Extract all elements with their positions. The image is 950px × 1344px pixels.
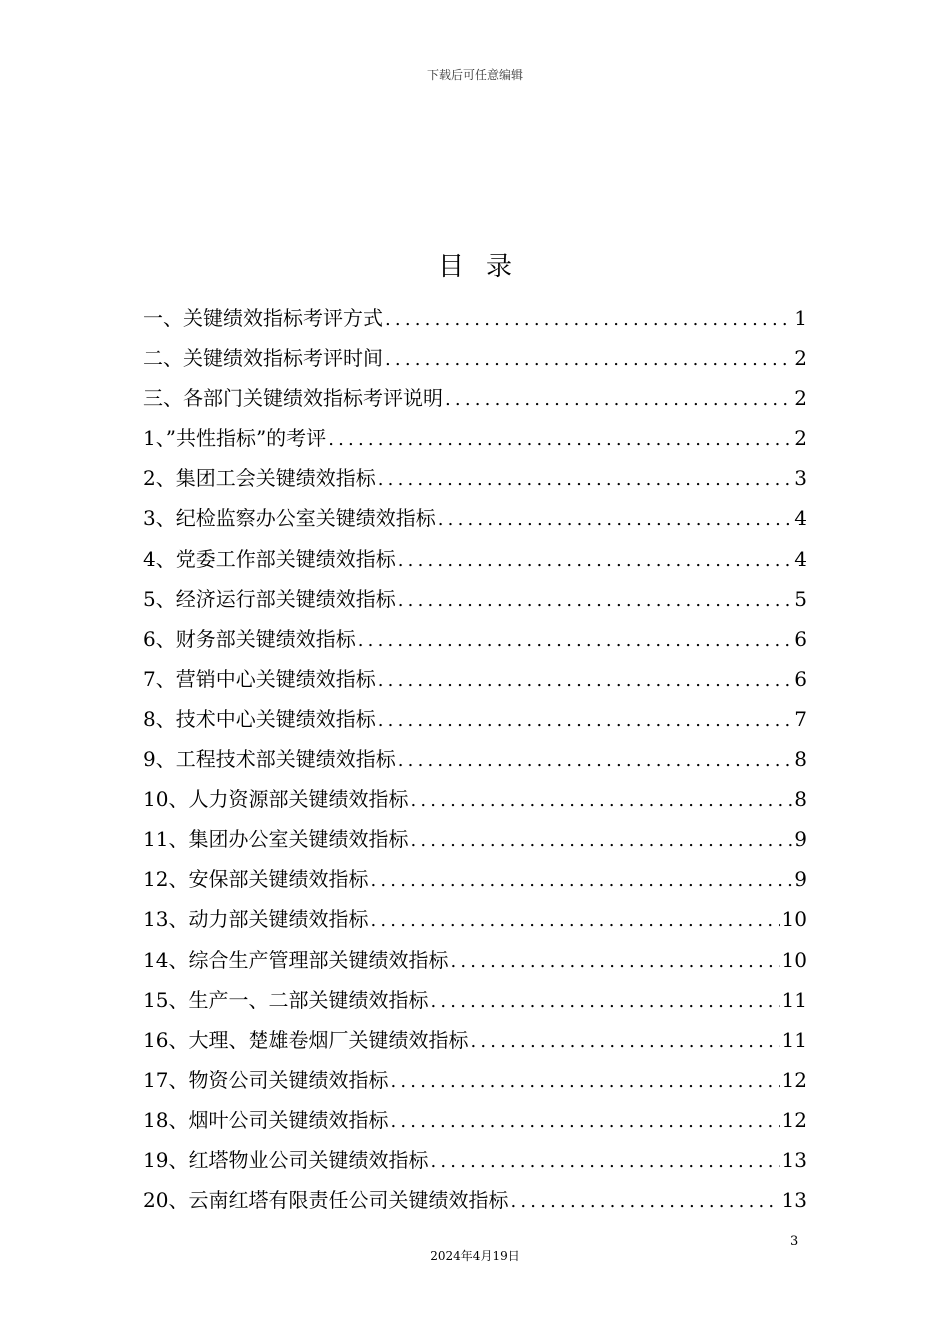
toc-entry[interactable]	[143, 899, 807, 939]
toc-entry-page: 13	[781, 1147, 807, 1172]
toc-entry[interactable]	[143, 418, 807, 458]
toc-entry[interactable]	[143, 498, 807, 538]
toc-entry-label: 5、经济运行部关键绩效指标	[143, 586, 396, 611]
toc-entry-label: 16、大理、楚雄卷烟厂关键绩效指标	[143, 1027, 469, 1052]
toc-leader-dots	[328, 420, 792, 460]
toc-leader-dots	[390, 1102, 779, 1142]
toc-leader-dots	[470, 1022, 779, 1062]
toc-leader-dots	[385, 340, 792, 380]
toc-entry-page: 7	[794, 706, 807, 731]
toc-entry-label: 18、烟叶公司关键绩效指标	[143, 1107, 389, 1132]
page-header: 下载后可任意编辑	[426, 68, 523, 82]
toc-entry-label: 二、关键绩效指标考评时间	[143, 346, 383, 371]
footer-date: 2024年4月19日	[430, 1249, 520, 1263]
toc-entry-page: 8	[794, 747, 807, 772]
toc-entry[interactable]	[143, 539, 807, 579]
toc-entry-label: 17、物资公司关键绩效指标	[143, 1067, 389, 1092]
toc-entry-label: 4、党委工作部关键绩效指标	[143, 546, 396, 571]
toc-leader-dots	[370, 901, 779, 941]
toc-entry-label: 2、集团工会关键绩效指标	[143, 466, 376, 491]
toc-entry-label: 7、营销中心关键绩效指标	[143, 666, 376, 691]
toc-entry-label: 6、财务部关键绩效指标	[143, 626, 356, 651]
toc-entry[interactable]	[143, 378, 807, 418]
toc-leader-dots	[445, 380, 792, 420]
toc-leader-dots	[438, 500, 793, 540]
toc-entry-label: 三、各部门关键绩效指标考评说明	[143, 386, 443, 411]
toc-entry-page: 9	[794, 867, 807, 892]
toc-entry-label: 14、综合生产管理部关键绩效指标	[143, 947, 449, 972]
toc-leader-dots	[390, 1062, 779, 1102]
toc-entry-page: 5	[794, 586, 807, 611]
toc-title: 目录	[437, 252, 534, 282]
toc-entry[interactable]	[143, 458, 807, 498]
toc-entry-label: 1、”共性指标”的考评	[143, 426, 327, 451]
toc-entry[interactable]	[143, 980, 807, 1020]
toc-entry-page: 1	[794, 306, 807, 330]
toc-leader-dots	[398, 541, 793, 581]
toc-entry-page: 11	[781, 1027, 807, 1052]
toc-entry-page: 10	[781, 947, 807, 972]
toc-entry[interactable]	[143, 739, 807, 779]
toc-entry-page: 9	[794, 827, 807, 852]
toc-entry[interactable]	[143, 859, 807, 899]
toc-entry-page: 8	[794, 787, 807, 812]
toc-entry[interactable]	[143, 659, 807, 699]
toc-entry[interactable]	[143, 819, 807, 859]
toc-entry-label: 15、生产一、二部关键绩效指标	[143, 987, 429, 1012]
toc-entry[interactable]	[143, 619, 807, 659]
toc-leader-dots	[430, 1142, 779, 1182]
toc-entry-page: 10	[781, 907, 807, 932]
toc-entry[interactable]	[143, 1140, 807, 1180]
toc-leader-dots	[398, 741, 793, 781]
toc-entry[interactable]	[143, 1180, 807, 1220]
toc-entry-label: 3、纪检监察办公室关键绩效指标	[143, 506, 436, 531]
toc-leader-dots	[510, 1182, 779, 1222]
toc-entry[interactable]	[143, 298, 807, 338]
toc-entry-label: 19、红塔物业公司关键绩效指标	[143, 1147, 429, 1172]
toc-entry-label: 13、动力部关键绩效指标	[143, 907, 369, 932]
toc-entry-page: 4	[794, 506, 807, 531]
toc-entry-label: 8、技术中心关键绩效指标	[143, 706, 376, 731]
toc-entry-label: 9、工程技术部关键绩效指标	[143, 747, 396, 772]
toc-leader-dots	[430, 982, 779, 1022]
toc-entry[interactable]	[143, 1020, 807, 1060]
toc-leader-dots	[378, 460, 793, 500]
toc-leader-dots	[410, 821, 792, 861]
toc-leader-dots	[358, 621, 793, 661]
toc-entry-page: 13	[781, 1188, 807, 1213]
toc-entry-page: 2	[794, 386, 807, 411]
toc-entry-page: 6	[794, 666, 807, 691]
toc-entry-page: 4	[794, 546, 807, 571]
toc-entry-label: 12、安保部关键绩效指标	[143, 867, 369, 892]
toc-entry[interactable]	[143, 579, 807, 619]
table-of-contents	[143, 298, 807, 1220]
toc-entry-label: 一、关键绩效指标考评方式	[143, 306, 383, 330]
page-number: 3	[790, 1234, 799, 1249]
toc-leader-dots	[370, 861, 792, 901]
toc-entry-label: 10、人力资源部关键绩效指标	[143, 787, 409, 812]
toc-entry[interactable]	[143, 699, 807, 739]
toc-leader-dots	[378, 701, 793, 741]
toc-entry-page: 11	[781, 987, 807, 1012]
toc-entry-page: 12	[781, 1107, 807, 1132]
toc-leader-dots	[450, 942, 779, 982]
toc-leader-dots	[378, 661, 793, 701]
toc-entry-label: 20、云南红塔有限责任公司关键绩效指标	[143, 1188, 509, 1213]
toc-entry[interactable]	[143, 940, 807, 980]
toc-entry-label: 11、集团办公室关键绩效指标	[143, 827, 409, 852]
toc-entry[interactable]	[143, 1100, 807, 1140]
toc-entry[interactable]	[143, 779, 807, 819]
toc-entry-page: 3	[794, 466, 807, 491]
toc-leader-dots	[398, 581, 793, 621]
toc-entry-page: 2	[794, 426, 807, 451]
toc-entry-page: 12	[781, 1067, 807, 1092]
toc-entry[interactable]	[143, 1060, 807, 1100]
toc-entry-page: 2	[794, 346, 807, 371]
toc-entry[interactable]	[143, 338, 807, 378]
toc-leader-dots	[385, 300, 792, 340]
toc-entry-page: 6	[794, 626, 807, 651]
toc-leader-dots	[410, 781, 792, 821]
